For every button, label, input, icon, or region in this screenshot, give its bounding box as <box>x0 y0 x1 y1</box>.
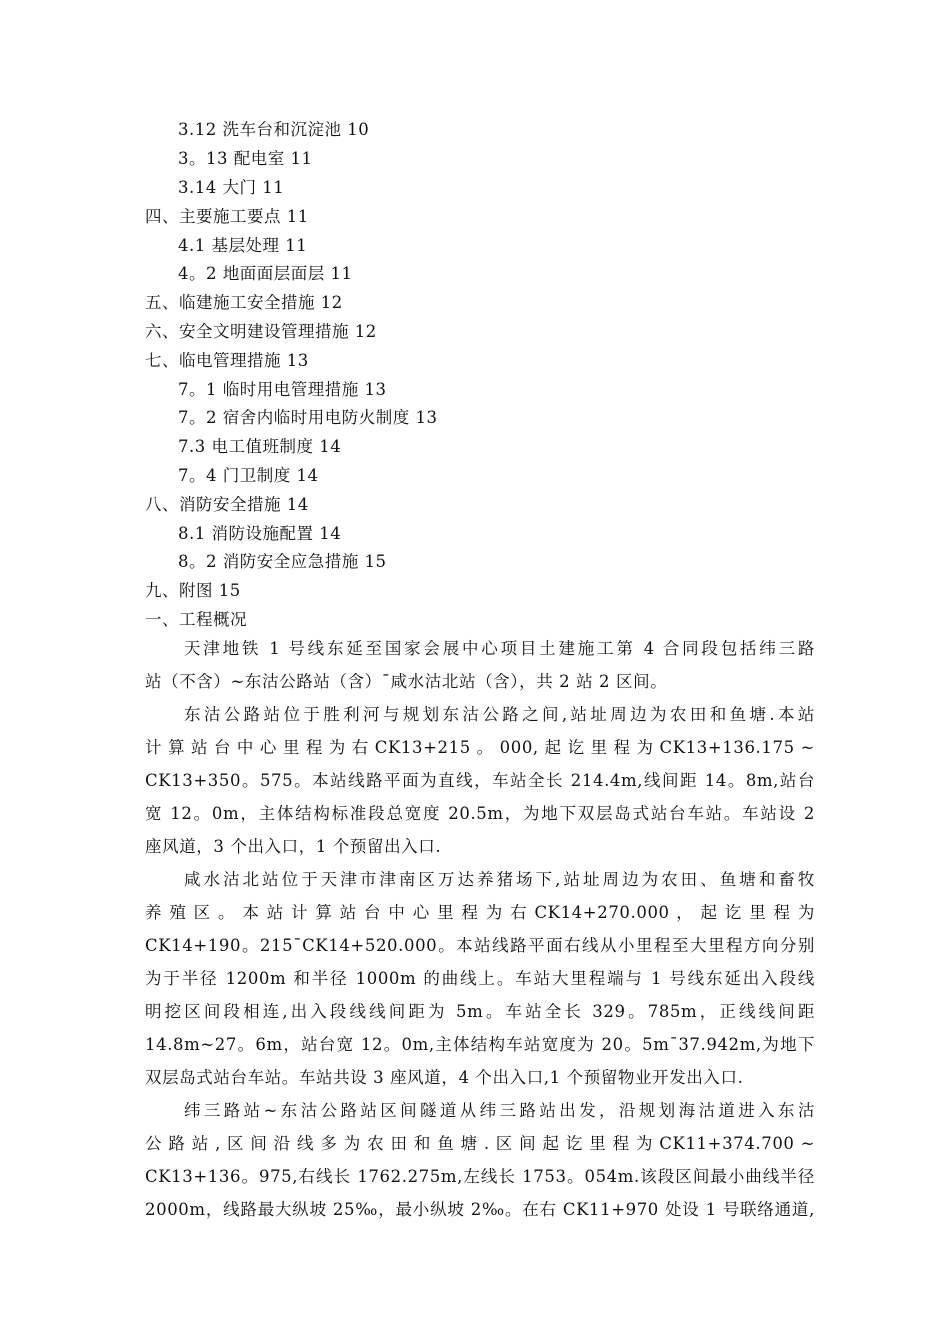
paragraph-line: 公 路 站 , 区 间 沿 线 多 为 农 田 和 鱼 塘 . 区 间 起 讫 里 程 为 CK11+374.700 ~ <box>145 1134 815 1153</box>
section-heading: 一、工程概况 <box>145 610 247 629</box>
toc-entry: 3。13 配电室 11 <box>178 149 313 168</box>
paragraph-line: 纬三路站~东沽公路站区间隧道从纬三路站出发，沿规划海沽道进入东沽 <box>184 1101 815 1120</box>
toc-entry: 六、安全文明建设管理措施 12 <box>145 322 377 341</box>
toc-entry: 四、主要施工要点 11 <box>145 207 309 226</box>
toc-entry: 8.1 消防设施配置 14 <box>178 524 342 543</box>
paragraph-line: 2000m，线路最大纵坡 25‰，最小纵坡 2‰。在右 CK11+970 处设 1 号联络通道, <box>145 1200 815 1219</box>
paragraph-line: CK13+350。575。本站线路平面为直线，车站全长 214.4m,线间距 14。8m,站台 <box>145 771 815 790</box>
paragraph-line: 天津地铁 1 号线东延至国家会展中心项目土建施工第 4 合同段包括纬三路 <box>184 639 815 658</box>
paragraph-line: 咸水沽北站位于天津市津南区万达养猪场下,站址周边为农田、鱼塘和畜牧 <box>184 870 815 889</box>
paragraph-line: 为于半径 1200m 和半径 1000m 的曲线上。车站大里程端与 1 号线东延出入段线 <box>145 969 815 988</box>
toc-entry: 3.12 洗车台和沉淀池 10 <box>178 120 370 139</box>
toc-entry: 九、附图 15 <box>145 581 241 600</box>
toc-entry: 七、临电管理措施 13 <box>145 351 309 370</box>
toc-entry: 4.1 基层处理 11 <box>178 236 308 255</box>
toc-entry: 八、消防安全措施 14 <box>145 495 309 514</box>
paragraph-line: CK14+190。215¯CK14+520.000。本站线路平面右线从小里程至大里程方向分别 <box>145 936 815 955</box>
toc-entry: 3.14 大门 11 <box>178 178 285 197</box>
toc-entry: 五、临建施工安全措施 12 <box>145 293 343 312</box>
paragraph-line: 明挖区间段相连,出入段线线间距为 5m。车站全长 329。785m，正线线间距 <box>145 1002 815 1021</box>
paragraph-line: 计 算 站 台 中 心 里 程 为 右 CK13+215 。 000, 起 讫 里 程 为 CK13+136.175 ~ <box>145 738 815 757</box>
paragraph-line: 站（不含）~东沽公路站（含）¯咸水沽北站（含），共 2 站 2 区间。 <box>145 672 668 691</box>
paragraph-line: 东沽公路站位于胜利河与规划东沽公路之间,站址周边为农田和鱼塘.本站 <box>184 705 815 724</box>
toc-entry: 7。1 临时用电管理措施 13 <box>178 380 387 399</box>
toc-entry: 7。2 宿舍内临时用电防火制度 13 <box>178 408 438 427</box>
paragraph-line: 座风道，3 个出入口，1 个预留出入口. <box>145 837 442 856</box>
toc-entry: 7.3 电工值班制度 14 <box>178 437 342 456</box>
paragraph-line: 14.8m~27。6m，站台宽 12。0m,主体结构车站宽度为 20。5m¯37.942m,为地下 <box>145 1035 815 1054</box>
paragraph-line: 双层岛式站台车站。车站共设 3 座风道，4 个出入口,1 个预留物业开发出入口. <box>145 1068 744 1087</box>
toc-entry: 7。4 门卫制度 14 <box>178 466 319 485</box>
toc-entry: 8。2 消防安全应急措施 15 <box>178 552 387 571</box>
toc-entry: 4。2 地面面层面层 11 <box>178 264 353 283</box>
paragraph-line: CK13+136。975,右线长 1762.275m,左线长 1753。054m.该段区间最小曲线半径 <box>145 1167 815 1186</box>
paragraph-line: 养 殖 区 。 本 站 计 算 站 台 中 心 里 程 为 右 CK14+270.000 ， 起 讫 里 程 为 <box>145 903 815 922</box>
paragraph-line: 宽 12。0m，主体结构标准段总宽度 20.5m，为地下双层岛式站台车站。车站设 2 <box>145 804 815 823</box>
